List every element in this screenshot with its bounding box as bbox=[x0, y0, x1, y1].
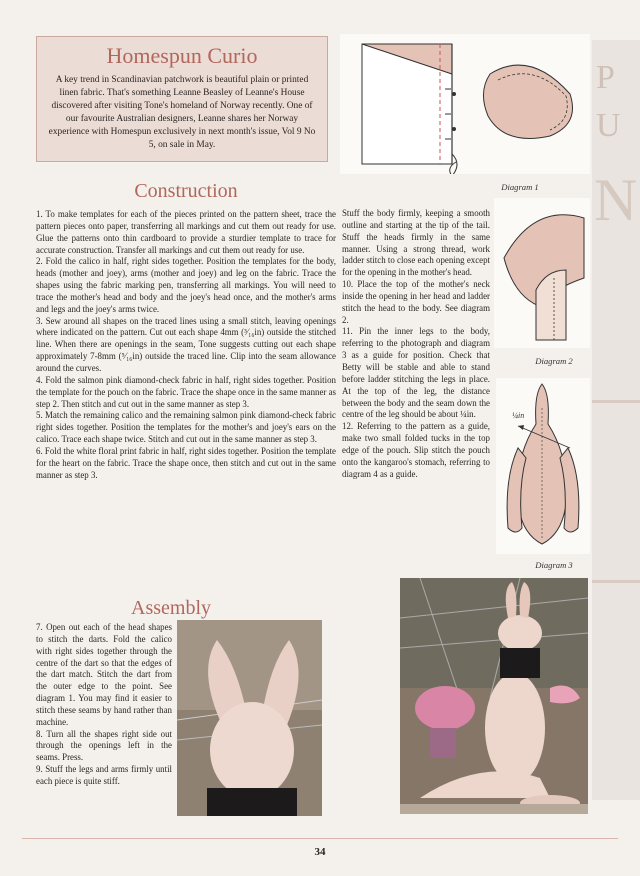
assembly-text bbox=[36, 622, 172, 788]
footer-rule bbox=[22, 838, 618, 839]
diagram-3-caption: Diagram 3 bbox=[535, 560, 573, 570]
curio-text: A key trend in Scandinavian patchwork is beautiful plain or printed linen fabric. That's something Leanne Beasley of Leanne's House discovered after visiting Tone's homeland of Norway recently. One of our favourite Australian designers, Leanne shares her Norway experience with Homespun exclusively in next month's issue, Vol 9 No 5, on sale in May. bbox=[48, 75, 316, 150]
construction-step: 4. Fold the salmon pink diamond-check fabric in half, right sides together. Position the template for the pouch on the fabric. Trace the shape once in the same manner as step 2. Then stitch and cut out in the same manner as step 3. bbox=[36, 374, 336, 409]
diagram-2-art bbox=[494, 198, 590, 348]
right-step: 12. Referring to the pattern as a guide, make two small folded tucks in the top edge of the pouch. Slip stitch the pouch onto the kangaroo's stomach, referring to diagram 4 as a guide. bbox=[342, 421, 490, 479]
construction-title: Construction bbox=[134, 180, 238, 202]
svg-text:U: U bbox=[596, 107, 621, 144]
diagram-1-caption: Diagram 1 bbox=[501, 182, 539, 192]
page-number: 34 bbox=[314, 846, 326, 858]
photo-kangaroo-head bbox=[177, 620, 322, 816]
diagram-1 bbox=[340, 34, 590, 174]
assembly-step: 8. Turn all the shapes right side out through the openings left in the seams. Press. bbox=[36, 728, 172, 763]
diagram-3 bbox=[496, 378, 590, 554]
construction-step: 1. To make templates for each of the pieces printed on the pattern sheet, trace the pattern pieces onto paper, transferring all markings and cut them out ready for use. Glue the patterns onto thin cardboard to provide a sturdier template to trace for accurate construction. Transfer all markings and cut them out ready for use. bbox=[36, 209, 336, 255]
construction-step: 3. Sew around all shapes on the traced lines using a small stitch, leaving openings where indicated on the pattern. Cut out each shape 4mm (³⁄₁₆in) outside the stitched line. When there are openings in the seam, Tone suggests cutting out each shape approximately 7-8mm (⁵⁄₁₆in) outside the traced line. Clip into the seam allowance around the curves. bbox=[36, 315, 336, 373]
right-column-text bbox=[342, 208, 490, 480]
facing-page-art bbox=[592, 40, 640, 800]
construction-text bbox=[36, 209, 336, 481]
photo-kangaroo-full bbox=[400, 578, 588, 814]
right-step: 11. Pin the inner legs to the body, referring to the photograph and diagram 3 as a guide for position. Check that Betty will be stable and able to stand before ladder stitching the legs in place. At the top of the leg, the distance between the body and the seam down the centre of the leg should be about ¼in. bbox=[342, 326, 490, 420]
facing-page-edge bbox=[592, 40, 640, 800]
construction-step: 5. Match the remaining calico and the remaining salmon pink diamond-check fabric right sides together. Position the templates for the mother's and joey's ears on the calico. Trace each shape twice. Stitch and cut out in the same manner as step 3. bbox=[36, 410, 336, 445]
diagram-2 bbox=[494, 198, 590, 348]
assembly-step: 7. Open out each of the head shapes to stitch the darts. Fold the calico with right sides together through the centre of the dart so that the edges of the dart match. Stitch the dart from the outer edge to the point. See diagram 1. You may find it easier to stitch these seams by hand rather than machine. bbox=[36, 622, 172, 727]
svg-text:P: P bbox=[596, 59, 615, 96]
diagram-2-caption: Diagram 2 bbox=[535, 356, 573, 366]
construction-step: 2. Fold the calico in half, right sides together. Position the templates for the body, heads (mother and joey), arms (mother and joey) and leg on the fabric. Trace the shapes using the fabric marking pen, transferring all markings. You will need to trace the mother's head and body and the joey's head once, and the mother's arms and legs and the joey's arms twice. bbox=[36, 256, 336, 314]
diagram-3-label: ¼in bbox=[512, 411, 525, 420]
right-step: 10. Place the top of the mother's neck inside the opening in her head and ladder stitch the head to the body. See diagram 2. bbox=[342, 279, 490, 325]
photo-kangaroo-head-art bbox=[177, 620, 322, 816]
construction-step: 6. Fold the white floral print fabric in half, right sides together. Position the template for the heart on the fabric. Trace the shape once, then stitch and cut out in the same manner as step 3. bbox=[36, 445, 336, 480]
diagram-3-art bbox=[496, 378, 590, 554]
right-step: Stuff the body firmly, keeping a smooth outline and starting at the tip of the tail. Stuff the heads firmly in the same manner. Using a strong thread, work ladder stitch to close each opening except for the opening in the mother's head. bbox=[342, 208, 490, 278]
photo-kangaroo-full-art bbox=[400, 578, 588, 814]
assembly-title: Assembly bbox=[131, 597, 211, 619]
svg-text:N: N bbox=[594, 167, 638, 233]
assembly-step: 9. Stuff the legs and arms firmly until each piece is quite stiff. bbox=[36, 764, 172, 786]
diagram-1-art bbox=[340, 34, 590, 174]
curio-title: Homespun Curio bbox=[106, 43, 258, 68]
